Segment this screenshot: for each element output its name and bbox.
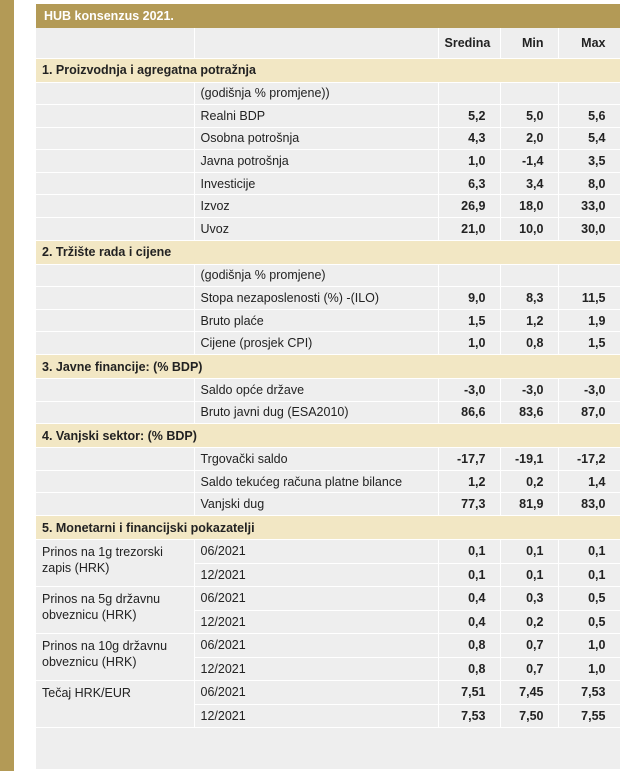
header-empty bbox=[194, 28, 438, 58]
value-cell bbox=[500, 82, 558, 105]
value-cell: 1,0 bbox=[438, 332, 500, 355]
group-label: Prinos na 10g državnu obveznicu (HRK) bbox=[36, 634, 194, 681]
value-cell: 1,0 bbox=[558, 634, 620, 658]
value-cell: 0,2 bbox=[500, 470, 558, 493]
row-label bbox=[36, 105, 194, 128]
section-title: 1. Proizvodnja i agregatna potražnja bbox=[36, 58, 620, 82]
table-row bbox=[36, 448, 620, 471]
value-cell: 0,1 bbox=[558, 563, 620, 587]
row-indicator: (godišnja % promjene) bbox=[194, 264, 438, 287]
row-period: 12/2021 bbox=[194, 657, 438, 681]
value-cell: 7,55 bbox=[558, 704, 620, 728]
left-accent-bar bbox=[0, 0, 14, 771]
table-row bbox=[36, 218, 620, 241]
value-cell: 0,1 bbox=[438, 563, 500, 587]
value-cell bbox=[438, 82, 500, 105]
value-cell: 0,8 bbox=[500, 332, 558, 355]
value-cell: 87,0 bbox=[558, 401, 620, 424]
row-label bbox=[36, 82, 194, 105]
section-header bbox=[36, 424, 620, 448]
row-label bbox=[36, 332, 194, 355]
table-row bbox=[36, 264, 620, 287]
table-row bbox=[36, 195, 620, 218]
value-cell: 5,4 bbox=[558, 127, 620, 150]
value-cell bbox=[558, 264, 620, 287]
row-indicator: Uvoz bbox=[194, 218, 438, 241]
value-cell: 0,4 bbox=[438, 610, 500, 634]
value-cell: 5,2 bbox=[438, 105, 500, 128]
value-cell: 86,6 bbox=[438, 401, 500, 424]
row-period: 12/2021 bbox=[194, 563, 438, 587]
value-cell: 21,0 bbox=[438, 218, 500, 241]
section-header bbox=[36, 240, 620, 264]
value-cell: 7,53 bbox=[558, 681, 620, 705]
value-cell: 4,3 bbox=[438, 127, 500, 150]
row-indicator: Saldo tekućeg računa platne bilance bbox=[194, 470, 438, 493]
group-label: Prinos na 5g državnu obveznicu (HRK) bbox=[36, 587, 194, 634]
row-period: 06/2021 bbox=[194, 681, 438, 705]
row-label bbox=[36, 309, 194, 332]
table-row bbox=[36, 401, 620, 424]
row-label bbox=[36, 127, 194, 150]
row-indicator: Bruto plaće bbox=[194, 309, 438, 332]
header-empty bbox=[36, 28, 194, 58]
group-label: Prinos na 1g trezorski zapis (HRK) bbox=[36, 540, 194, 587]
value-cell: -3,0 bbox=[500, 379, 558, 402]
row-period: 12/2021 bbox=[194, 704, 438, 728]
col-max: Max bbox=[558, 28, 620, 58]
table-row bbox=[36, 379, 620, 402]
row-period: 12/2021 bbox=[194, 610, 438, 634]
value-cell: 7,50 bbox=[500, 704, 558, 728]
table-row bbox=[36, 127, 620, 150]
row-indicator: Vanjski dug bbox=[194, 493, 438, 516]
section-header bbox=[36, 355, 620, 379]
value-cell: 1,2 bbox=[438, 470, 500, 493]
value-cell: 1,2 bbox=[500, 309, 558, 332]
section-title: 2. Tržište rada i cijene bbox=[36, 240, 620, 264]
value-cell: 0,2 bbox=[500, 610, 558, 634]
row-indicator: (godišnja % promjene)) bbox=[194, 82, 438, 105]
value-cell: 0,8 bbox=[438, 657, 500, 681]
value-cell: 83,0 bbox=[558, 493, 620, 516]
col-sredina: Sredina bbox=[438, 28, 500, 58]
row-indicator: Izvoz bbox=[194, 195, 438, 218]
section-title: 3. Javne financije: (% BDP) bbox=[36, 355, 620, 379]
value-cell bbox=[500, 264, 558, 287]
table-row bbox=[36, 470, 620, 493]
value-cell: 0,1 bbox=[500, 563, 558, 587]
value-cell: 0,7 bbox=[500, 657, 558, 681]
value-cell: 0,3 bbox=[500, 587, 558, 611]
value-cell: 6,3 bbox=[438, 172, 500, 195]
value-cell: 1,9 bbox=[558, 309, 620, 332]
consensus-panel bbox=[36, 4, 620, 769]
row-indicator: Investicije bbox=[194, 172, 438, 195]
table-row bbox=[36, 493, 620, 516]
value-cell: 0,1 bbox=[438, 540, 500, 564]
value-cell: 7,45 bbox=[500, 681, 558, 705]
value-cell: 8,0 bbox=[558, 172, 620, 195]
value-cell: 0,5 bbox=[558, 587, 620, 611]
value-cell: 81,9 bbox=[500, 493, 558, 516]
col-min: Min bbox=[500, 28, 558, 58]
value-cell: 0,8 bbox=[438, 634, 500, 658]
row-label bbox=[36, 150, 194, 173]
table-row bbox=[36, 105, 620, 128]
value-cell: 18,0 bbox=[500, 195, 558, 218]
value-cell: 26,9 bbox=[438, 195, 500, 218]
value-cell: -1,4 bbox=[500, 150, 558, 173]
value-cell bbox=[438, 264, 500, 287]
table-row bbox=[36, 681, 620, 705]
row-label bbox=[36, 195, 194, 218]
value-cell: 1,5 bbox=[558, 332, 620, 355]
value-cell: 0,5 bbox=[558, 610, 620, 634]
table-row bbox=[36, 150, 620, 173]
table-title: HUB konsenzus 2021. bbox=[36, 4, 620, 28]
value-cell: 11,5 bbox=[558, 287, 620, 310]
value-cell: 1,0 bbox=[438, 150, 500, 173]
value-cell: -3,0 bbox=[438, 379, 500, 402]
row-indicator: Saldo opće države bbox=[194, 379, 438, 402]
value-cell: -3,0 bbox=[558, 379, 620, 402]
consensus-table bbox=[36, 28, 621, 728]
value-cell: -17,2 bbox=[558, 448, 620, 471]
row-indicator: Bruto javni dug (ESA2010) bbox=[194, 401, 438, 424]
value-cell: -17,7 bbox=[438, 448, 500, 471]
table-row bbox=[36, 309, 620, 332]
value-cell: 33,0 bbox=[558, 195, 620, 218]
column-header-row bbox=[36, 28, 620, 58]
value-cell: 77,3 bbox=[438, 493, 500, 516]
row-label bbox=[36, 264, 194, 287]
section-title: 4. Vanjski sektor: (% BDP) bbox=[36, 424, 620, 448]
row-label bbox=[36, 401, 194, 424]
table-row bbox=[36, 540, 620, 564]
value-cell: 30,0 bbox=[558, 218, 620, 241]
row-label bbox=[36, 218, 194, 241]
row-period: 06/2021 bbox=[194, 587, 438, 611]
value-cell: 2,0 bbox=[500, 127, 558, 150]
value-cell: 5,6 bbox=[558, 105, 620, 128]
row-label bbox=[36, 493, 194, 516]
value-cell: 0,4 bbox=[438, 587, 500, 611]
value-cell bbox=[558, 82, 620, 105]
group-label: Tečaj HRK/EUR bbox=[36, 681, 194, 728]
row-indicator: Stopa nezaposlenosti (%) -(ILO) bbox=[194, 287, 438, 310]
section-title: 5. Monetarni i financijski pokazatelji bbox=[36, 516, 620, 540]
section-header bbox=[36, 516, 620, 540]
table-row bbox=[36, 287, 620, 310]
row-label bbox=[36, 287, 194, 310]
value-cell: 83,6 bbox=[500, 401, 558, 424]
row-indicator: Trgovački saldo bbox=[194, 448, 438, 471]
value-cell: 1,4 bbox=[558, 470, 620, 493]
row-period: 06/2021 bbox=[194, 634, 438, 658]
row-label bbox=[36, 172, 194, 195]
row-label bbox=[36, 379, 194, 402]
value-cell: 3,4 bbox=[500, 172, 558, 195]
table-row bbox=[36, 172, 620, 195]
value-cell: 8,3 bbox=[500, 287, 558, 310]
row-label bbox=[36, 470, 194, 493]
value-cell: 0,7 bbox=[500, 634, 558, 658]
row-period: 06/2021 bbox=[194, 540, 438, 564]
value-cell: 0,1 bbox=[558, 540, 620, 564]
value-cell: 10,0 bbox=[500, 218, 558, 241]
value-cell: 1,5 bbox=[438, 309, 500, 332]
value-cell: 0,1 bbox=[500, 540, 558, 564]
value-cell: 5,0 bbox=[500, 105, 558, 128]
row-indicator: Cijene (prosjek CPI) bbox=[194, 332, 438, 355]
table-row bbox=[36, 82, 620, 105]
value-cell: 9,0 bbox=[438, 287, 500, 310]
value-cell: 7,53 bbox=[438, 704, 500, 728]
row-indicator: Realni BDP bbox=[194, 105, 438, 128]
value-cell: 1,0 bbox=[558, 657, 620, 681]
row-label bbox=[36, 448, 194, 471]
section-header bbox=[36, 58, 620, 82]
row-indicator: Osobna potrošnja bbox=[194, 127, 438, 150]
value-cell: 3,5 bbox=[558, 150, 620, 173]
value-cell: 7,51 bbox=[438, 681, 500, 705]
table-row bbox=[36, 634, 620, 658]
table-row bbox=[36, 332, 620, 355]
row-indicator: Javna potrošnja bbox=[194, 150, 438, 173]
value-cell: -19,1 bbox=[500, 448, 558, 471]
table-row bbox=[36, 587, 620, 611]
